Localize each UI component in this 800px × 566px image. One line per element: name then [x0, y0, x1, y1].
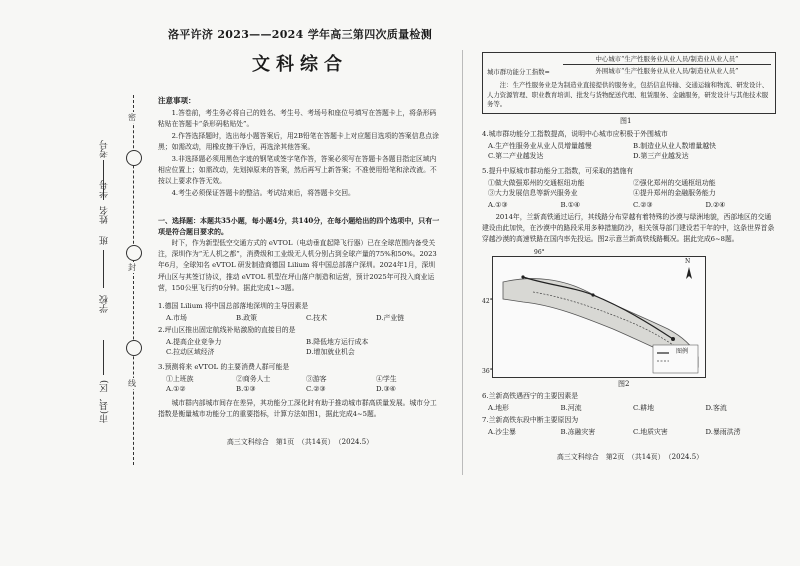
option[interactable]: D.②④ [705, 201, 726, 209]
notice-heading: 注意事项： [158, 96, 196, 105]
option[interactable]: B.政策 [236, 314, 258, 322]
statement: ①上班族 [166, 375, 194, 383]
page-footer: 高三文科综合 第1页 （共14页） （2024.5） [226, 438, 374, 446]
option[interactable]: B.①④ [560, 201, 581, 209]
question-6-options [488, 402, 778, 412]
statement: ③大力发展信息等新兴服务业 [488, 189, 578, 197]
subject-title: 文科综合 [252, 54, 348, 75]
question-4: 4.城市群功能分工指数提高，说明中心城市应积极于外围城市 [482, 130, 668, 138]
option[interactable]: A.地形 [488, 404, 509, 412]
exam-title: 洛平许济 2023——2024 学年高三第四次质量检测 [168, 28, 432, 41]
question-2-options [166, 336, 446, 356]
question-6: 6.兰新高铁遇西宁的主要因素是 [482, 392, 579, 400]
fraction-bar [563, 64, 771, 65]
figure-2-caption: 图2 [618, 380, 630, 388]
statement: ②商务人士 [236, 375, 271, 383]
option[interactable]: B.冻融灾害 [560, 428, 596, 436]
seal-char: 密 [128, 113, 136, 122]
binding-margin [0, 0, 150, 566]
option[interactable]: D.客流 [705, 404, 727, 412]
option[interactable]: D.产业链 [376, 314, 405, 322]
option[interactable]: A.沙尘暴 [488, 428, 516, 436]
question-5-statements [488, 177, 778, 197]
north-arrow-label: N [685, 258, 691, 265]
figure-1-formula [482, 52, 776, 114]
field-class-label: 班 [100, 236, 110, 245]
option[interactable]: C.第二产业越发达 [488, 152, 544, 160]
question-7: 7.兰新高铁东段中断主要原因为 [482, 416, 579, 424]
field-school-line [103, 250, 104, 288]
latitude-label: 36° [482, 368, 493, 375]
formula-denominator: 外围城市“生产性服务业从业人员/制造业从业人员” [595, 67, 739, 75]
formula-fraction [563, 54, 771, 75]
option[interactable]: C.技术 [306, 314, 327, 322]
field-name-label: 姓名 [100, 206, 110, 224]
question-3: 3.预测将来 eVTOL 的主要消费人群可能是 [158, 363, 290, 371]
notice-item: 3.非选择题必须用黑色字迹的钢笔或签字笔作答，答案必须写在答题卡各题目指定区域内相应位置上；如需改动，先划掉原来的答案，然后再写上新答案；不准使用铅笔和涂改液。不按以上要求作答无效。 [158, 155, 437, 186]
notice-item: 1.答卷前，考生务必将自己的姓名、考生号、考场号和座位号填写在答题卡上，将条形码粘贴在答题卡“条形码粘贴处”。 [158, 109, 437, 129]
punch-hole [126, 340, 142, 356]
option[interactable]: D.暴雨洪涝 [705, 428, 741, 436]
passage-evtol: 时下，作为新型低空交通方式的 eVTOL（电动垂直起降飞行器）已在全球范围内备受关注，深圳作为“无人机之都”，消费级和工业级无人机分别占到全球产量的75%和50%。2023年6月，全球知名 eVTOL 研发制造商德国 Lilium 将中国总部落户深圳。2024年1月，深圳坪山区与其签订协议，推动 eVTOL 机型在坪山落户制造和运营，预计2025年可投入商业运营，150公里飞行约0分钟。据此完成1~3题。 [158, 239, 437, 292]
notice-item: 2.作答选择题时，选出每小题答案后，用2B铅笔在答题卡上对应题目选项的答案信息点涂黑；如需改动，用橡皮擦干净后，再选涂其他答案。 [158, 132, 439, 152]
statement: ②强化郑州的交通枢纽功能 [633, 179, 716, 187]
question-4-options [488, 140, 778, 160]
question-5: 5.提升中原城市群功能分工指数，可采取的措施有 [482, 167, 634, 175]
option[interactable]: B.河流 [560, 404, 582, 412]
seal-char: 线 [128, 379, 136, 388]
notice-item: 4.考生必须保证答题卡的整洁。考试结束后，将答题卡交回。 [171, 189, 355, 197]
field-school-label: 学校 [100, 295, 110, 313]
option[interactable]: C.耕地 [633, 404, 654, 412]
question-3-options [166, 385, 446, 393]
option[interactable]: C.地质灾害 [633, 428, 668, 436]
question-1-options [166, 312, 446, 322]
statement: ③游客 [306, 375, 327, 383]
field-city-line [103, 340, 104, 375]
longitude-label: 96° [534, 249, 545, 256]
option[interactable]: A.①② [166, 385, 186, 393]
field-examno-label: 考号 [100, 140, 110, 158]
passage-lanxin-railway: 2014年，兰新高铁通过运行，其线路分布穿越有着特殊的沙漠与绿洲地貌，西部地区的交通建设由此加快，在沙漠中的路段采用多种措施防沙，相关领导部门建设若干年的中，这条世界首条穿越沙漠的高速铁路在国内率先投运。图2示意兰新高铁线路概况。据此完成6~8题。 [482, 213, 775, 244]
passage-city-cluster: 城市群内部城市间存在差异，其功能分工深化时有助于推动城市群高质量发展。城市分工指数是衡量城市功能分工的重要指标，计算方法如图1，据此完成4~5题。 [158, 399, 437, 419]
option[interactable]: D.③④ [376, 385, 396, 393]
question-3-statements [166, 373, 446, 383]
railway-map-graphic [493, 257, 705, 377]
figure-2-map [492, 256, 706, 378]
punch-hole [126, 245, 142, 261]
option[interactable]: B.①③ [236, 385, 256, 393]
formula-label: 城市群功能分工指数= [487, 68, 550, 76]
question-2: 2.坪山区推出固定航线补贴激励的直接目的是 [158, 326, 296, 334]
page-separator [462, 50, 463, 475]
statement: ④提升郑州的金融服务能力 [633, 189, 716, 197]
punch-hole [126, 150, 142, 166]
option[interactable]: A.提高企业竞争力 [166, 338, 222, 346]
option[interactable]: A.市场 [166, 314, 187, 322]
option[interactable]: B.制造业从业人数增量越快 [633, 142, 717, 150]
field-studentno-label: 学号 [100, 180, 110, 198]
option[interactable]: D.第三产业越发达 [633, 152, 689, 160]
legend-label: 图例 [676, 348, 689, 355]
formula-note: 注：生产性服务业是为制造业直接提供的服务业，包括信息传输、交通运输和物流、研发设计、人力资源管理、职业教育培训、批发与货物配送代理、租赁服务、金融服务，研发设计与其他技术服务等。 [487, 81, 769, 109]
formula-numerator: 中心城市“生产性服务业从业人员/制造业从业人员” [595, 55, 739, 63]
option[interactable]: A.生产性服务业从业人员增量越慢 [488, 142, 592, 150]
question-7-options [488, 426, 778, 436]
statement: ④学生 [376, 375, 397, 383]
page-footer: 高三文科综合 第2页 （共14页） （2024.5） [556, 453, 704, 461]
option[interactable]: A.①③ [488, 201, 508, 209]
field-city-label: 市(县、区) [100, 380, 110, 424]
option[interactable]: B.降低地方运行成本 [306, 338, 369, 346]
latitude-label: 42° [482, 298, 493, 305]
question-5-options [488, 201, 778, 209]
option[interactable]: C.②③ [633, 201, 653, 209]
question-1: 1.德国 Lilium 将中国总部落地深圳的主导因素是 [158, 302, 309, 310]
option[interactable]: C.②③ [306, 385, 326, 393]
seal-char: 封 [128, 263, 136, 272]
statement: ①做大做强郑州的交通枢纽功能 [488, 179, 585, 187]
option[interactable]: D.增加就业机会 [306, 348, 355, 356]
section-heading: 一、选择题：本题共35小题，每小题4分，共140分，在每小题给出的四个选项中，只有一项是符合题目要求的。 [158, 216, 440, 237]
figure-1-caption: 图1 [620, 117, 632, 125]
option[interactable]: C.拉动区域经济 [166, 348, 215, 356]
